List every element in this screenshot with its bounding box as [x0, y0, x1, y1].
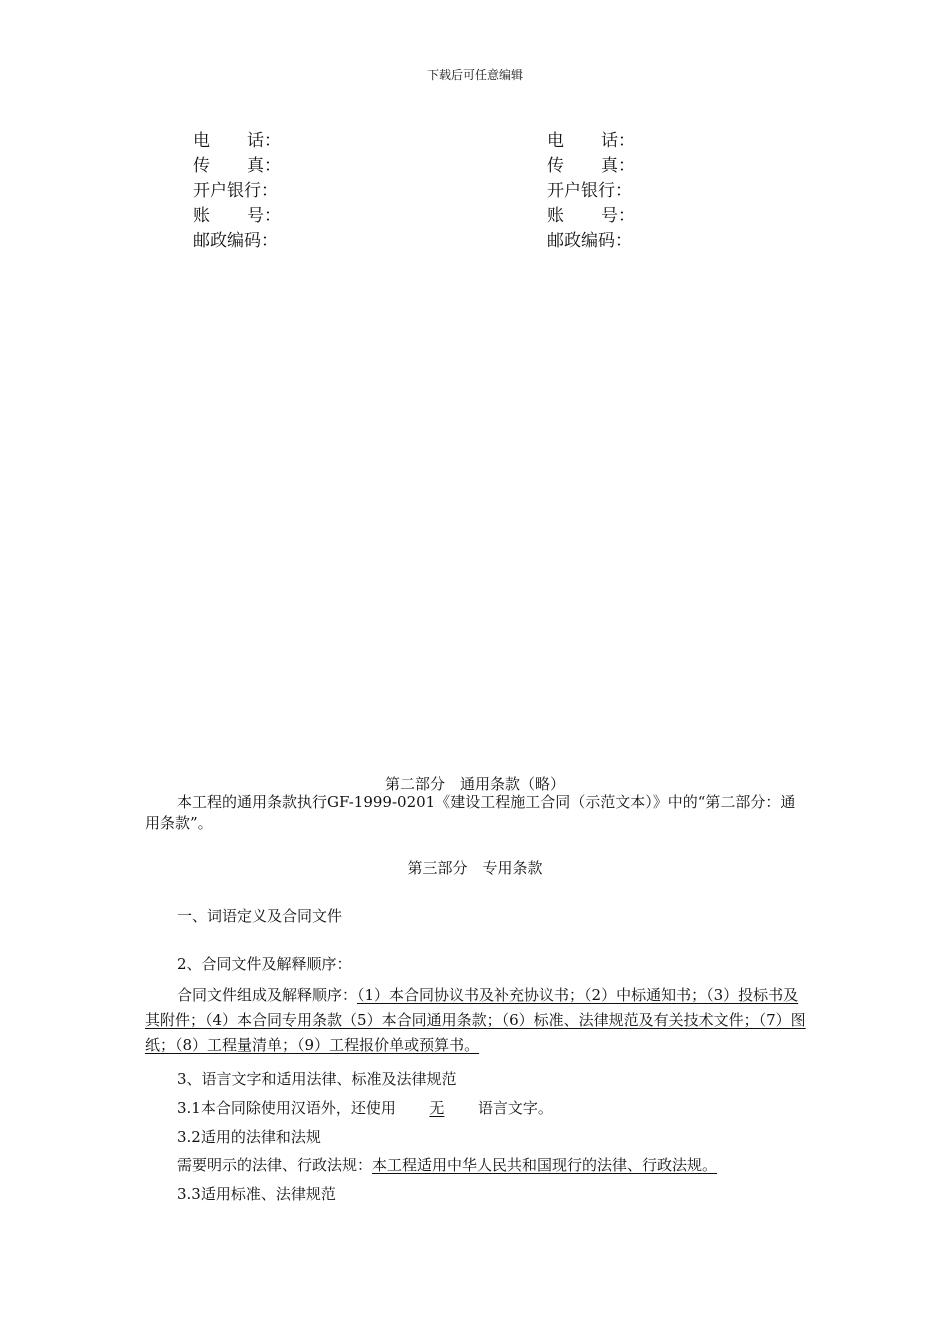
- right-fax-label: 传 真：: [547, 156, 635, 176]
- item-3-heading: 3、语言文字和适用法律、标准及法律规范: [177, 1070, 457, 1088]
- contract-order-label: 合同文件组成及解释顺序：: [177, 986, 358, 1004]
- left-account-label: 账 号：: [193, 206, 281, 226]
- item-2-heading: 2、合同文件及解释顺序：: [177, 955, 352, 973]
- item-3-3: 3.3适用标准、法律规范: [177, 1185, 336, 1203]
- language-blank: 无: [429, 1099, 445, 1117]
- contract-order-value: （1）本合同协议书及补充协议书；（2）中标通知书；（3）投标书及其附件；（4）本合同专用条款（5）本合同通用条款；（6）标准、法律规范及有关技术文件；（7）图纸；（8）工程量清单；（9）工程报价单或预算书。: [145, 986, 806, 1054]
- laws-value: 本工程适用中华人民共和国现行的法律、行政法规。: [372, 1156, 718, 1174]
- right-account-label: 账 号：: [547, 206, 635, 226]
- laws-label: 需要明示的法律、行政法规：: [177, 1156, 373, 1174]
- part2-title: 第二部分 通用条款（略）: [384, 775, 565, 793]
- item-3-1: [177, 1097, 553, 1118]
- section-1-heading: 一、词语定义及合同文件: [177, 907, 343, 925]
- contract-order-paragraph: [145, 983, 810, 1058]
- left-bank-label: 开户银行：: [193, 181, 278, 201]
- left-postcode-label: 邮政编码：: [193, 231, 278, 251]
- item-3-2: 3.2适用的法律和法规: [177, 1128, 321, 1146]
- right-postcode-label: 邮政编码：: [547, 231, 632, 251]
- item-3-1-text: 3.1本合同除使用汉语外，还使用: [177, 1099, 396, 1117]
- part2-paragraph: 本工程的通用条款执行GF-1999-0201《建设工程施工合同（示范文本）》中的“第二部分：通用条款”。: [145, 793, 796, 832]
- left-fax-label: 传 真：: [193, 156, 281, 176]
- left-phone-label: 电 话：: [193, 131, 281, 151]
- laws-line: [177, 1154, 717, 1175]
- page-header: 下载后可任意编辑: [426, 68, 523, 82]
- item-3-1-suffix: 语言文字。: [477, 1099, 553, 1117]
- part3-title: 第三部分 专用条款: [407, 859, 543, 877]
- right-phone-label: 电 话：: [547, 131, 635, 151]
- right-bank-label: 开户银行：: [547, 181, 632, 201]
